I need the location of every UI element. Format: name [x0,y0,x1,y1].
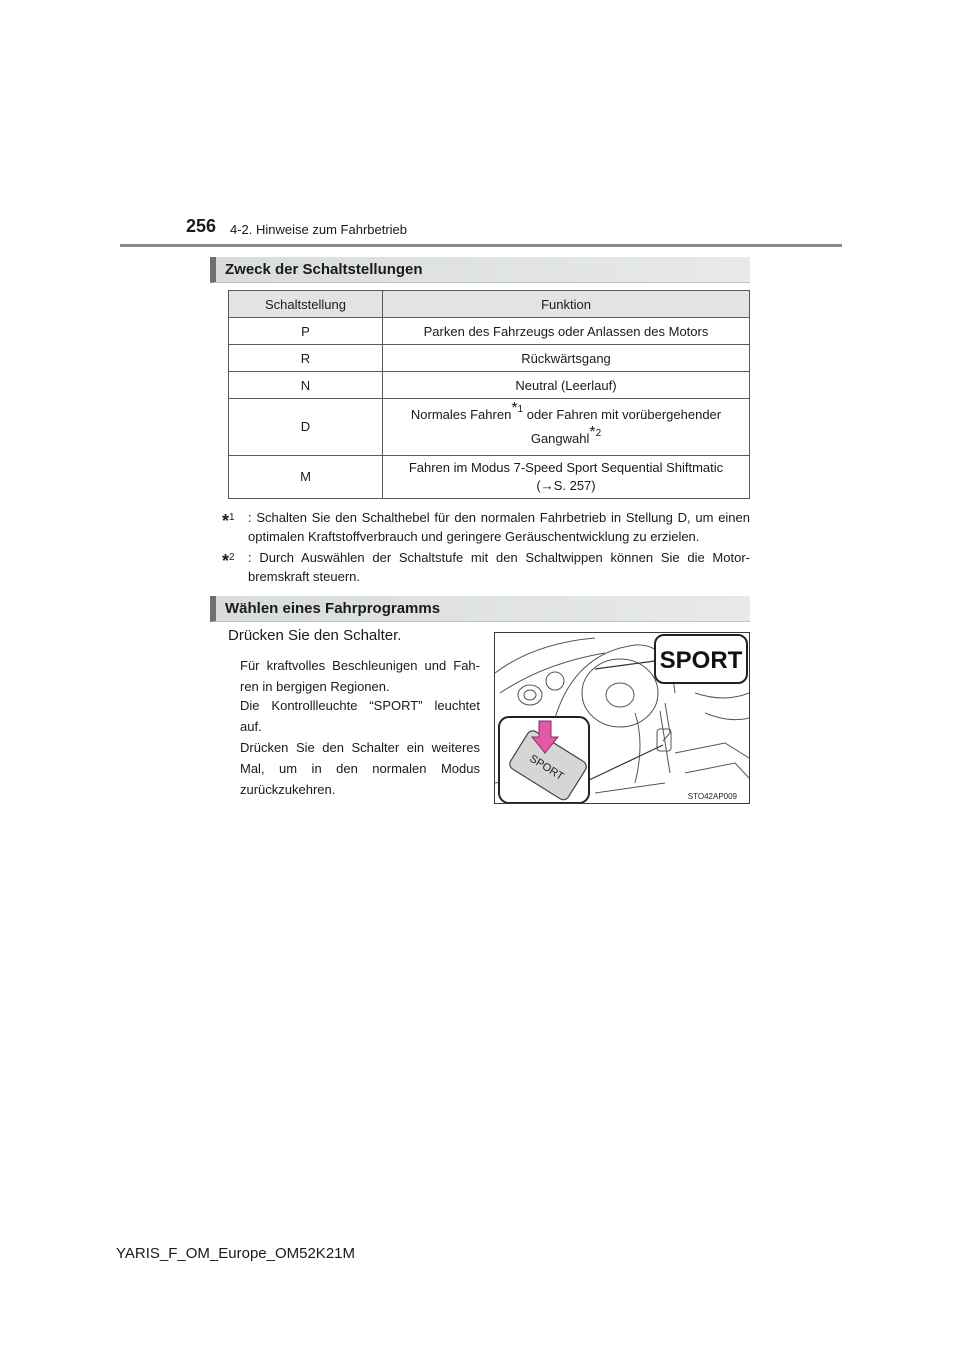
position-cell: D [229,399,383,456]
function-cell [383,399,750,456]
chapter-title: 4-2. Hinweise zum Fahrbetrieb [230,222,408,237]
footnote-text: : Durch Auswählen der Schaltstufe mit den Schaltwippen können Sie die Motor-bremskraft steuern. [248,550,750,584]
function-text: oder Fahren mit vorübergehender [523,407,722,422]
footnote-star: * [511,400,518,417]
footnote [222,508,750,546]
position-cell: R [229,345,383,372]
table-row [229,399,750,456]
function-cell: Rückwärtsgang [383,345,750,372]
position-cell: N [229,372,383,399]
function-text: Fahren im Modus 7-Speed Sport Sequential Shiftmatic [408,460,724,475]
paragraph: Für kraftvolles Beschleunigen und Fah-ren in bergigen Regionen. [240,658,480,694]
instruction-text: Drücken Sie den Schalter. [228,627,402,644]
function-cell [383,456,750,499]
overlay-drawing [495,633,749,803]
table-row [229,318,750,345]
footnote [222,548,750,586]
illustration-code: STO42AP009 [687,792,737,801]
function-text: Normales Fahren [410,407,512,422]
section-heading-drive-mode: Wählen eines Fahrprogramms [210,596,750,622]
footnote-number: 2 [229,552,235,563]
table-header-function: Funktion [383,291,750,318]
sport-switch-illustration [494,632,750,804]
paragraph: Drücken Sie den Schalter ein weiteres Mal, um in den normalen Modus zurückzukehren. [240,740,480,797]
document-id: YARIS_F_OM_Europe_OM52K21M [116,1245,355,1262]
footnote-star: * [222,551,230,571]
function-cell: Neutral (Leerlauf) [383,372,750,399]
section-heading-shift-positions: Zweck der Schaltstellungen [210,257,750,283]
table-row [229,372,750,399]
shift-position-table [228,290,750,499]
sport-indicator-label: SPORT [659,647,743,674]
footnote-star: * [589,424,596,441]
position-cell: P [229,318,383,345]
footnote-number: 1 [229,512,235,523]
footnote-number: 2 [595,428,602,439]
table-row [229,345,750,372]
paragraph: Die Kontrollleuchte “SPORT” leuchtet auf. [240,698,480,734]
page-number: 256 [186,216,217,236]
table-header-position: Schaltstellung [229,291,383,318]
header-divider [120,244,842,247]
table-header-row [229,291,750,318]
footnote-star: * [222,511,230,531]
function-cell: Parken des Fahrzeugs oder Anlassen des Motors [383,318,750,345]
function-text: Gangwahl [530,431,590,446]
footnote-text: : Schalten Sie den Schalthebel für den normalen Fahrbetrieb in Stellung D, um einen optimalen Kraftstoffverbrauch und geringere Geräuschentwicklung zu erzielen. [248,510,750,544]
footnote-number: 1 [517,404,524,415]
sport-button-label: SPORT [527,752,566,783]
table-row [229,456,750,499]
page-reference: (→S. 257) [536,478,596,493]
position-cell: M [229,456,383,499]
